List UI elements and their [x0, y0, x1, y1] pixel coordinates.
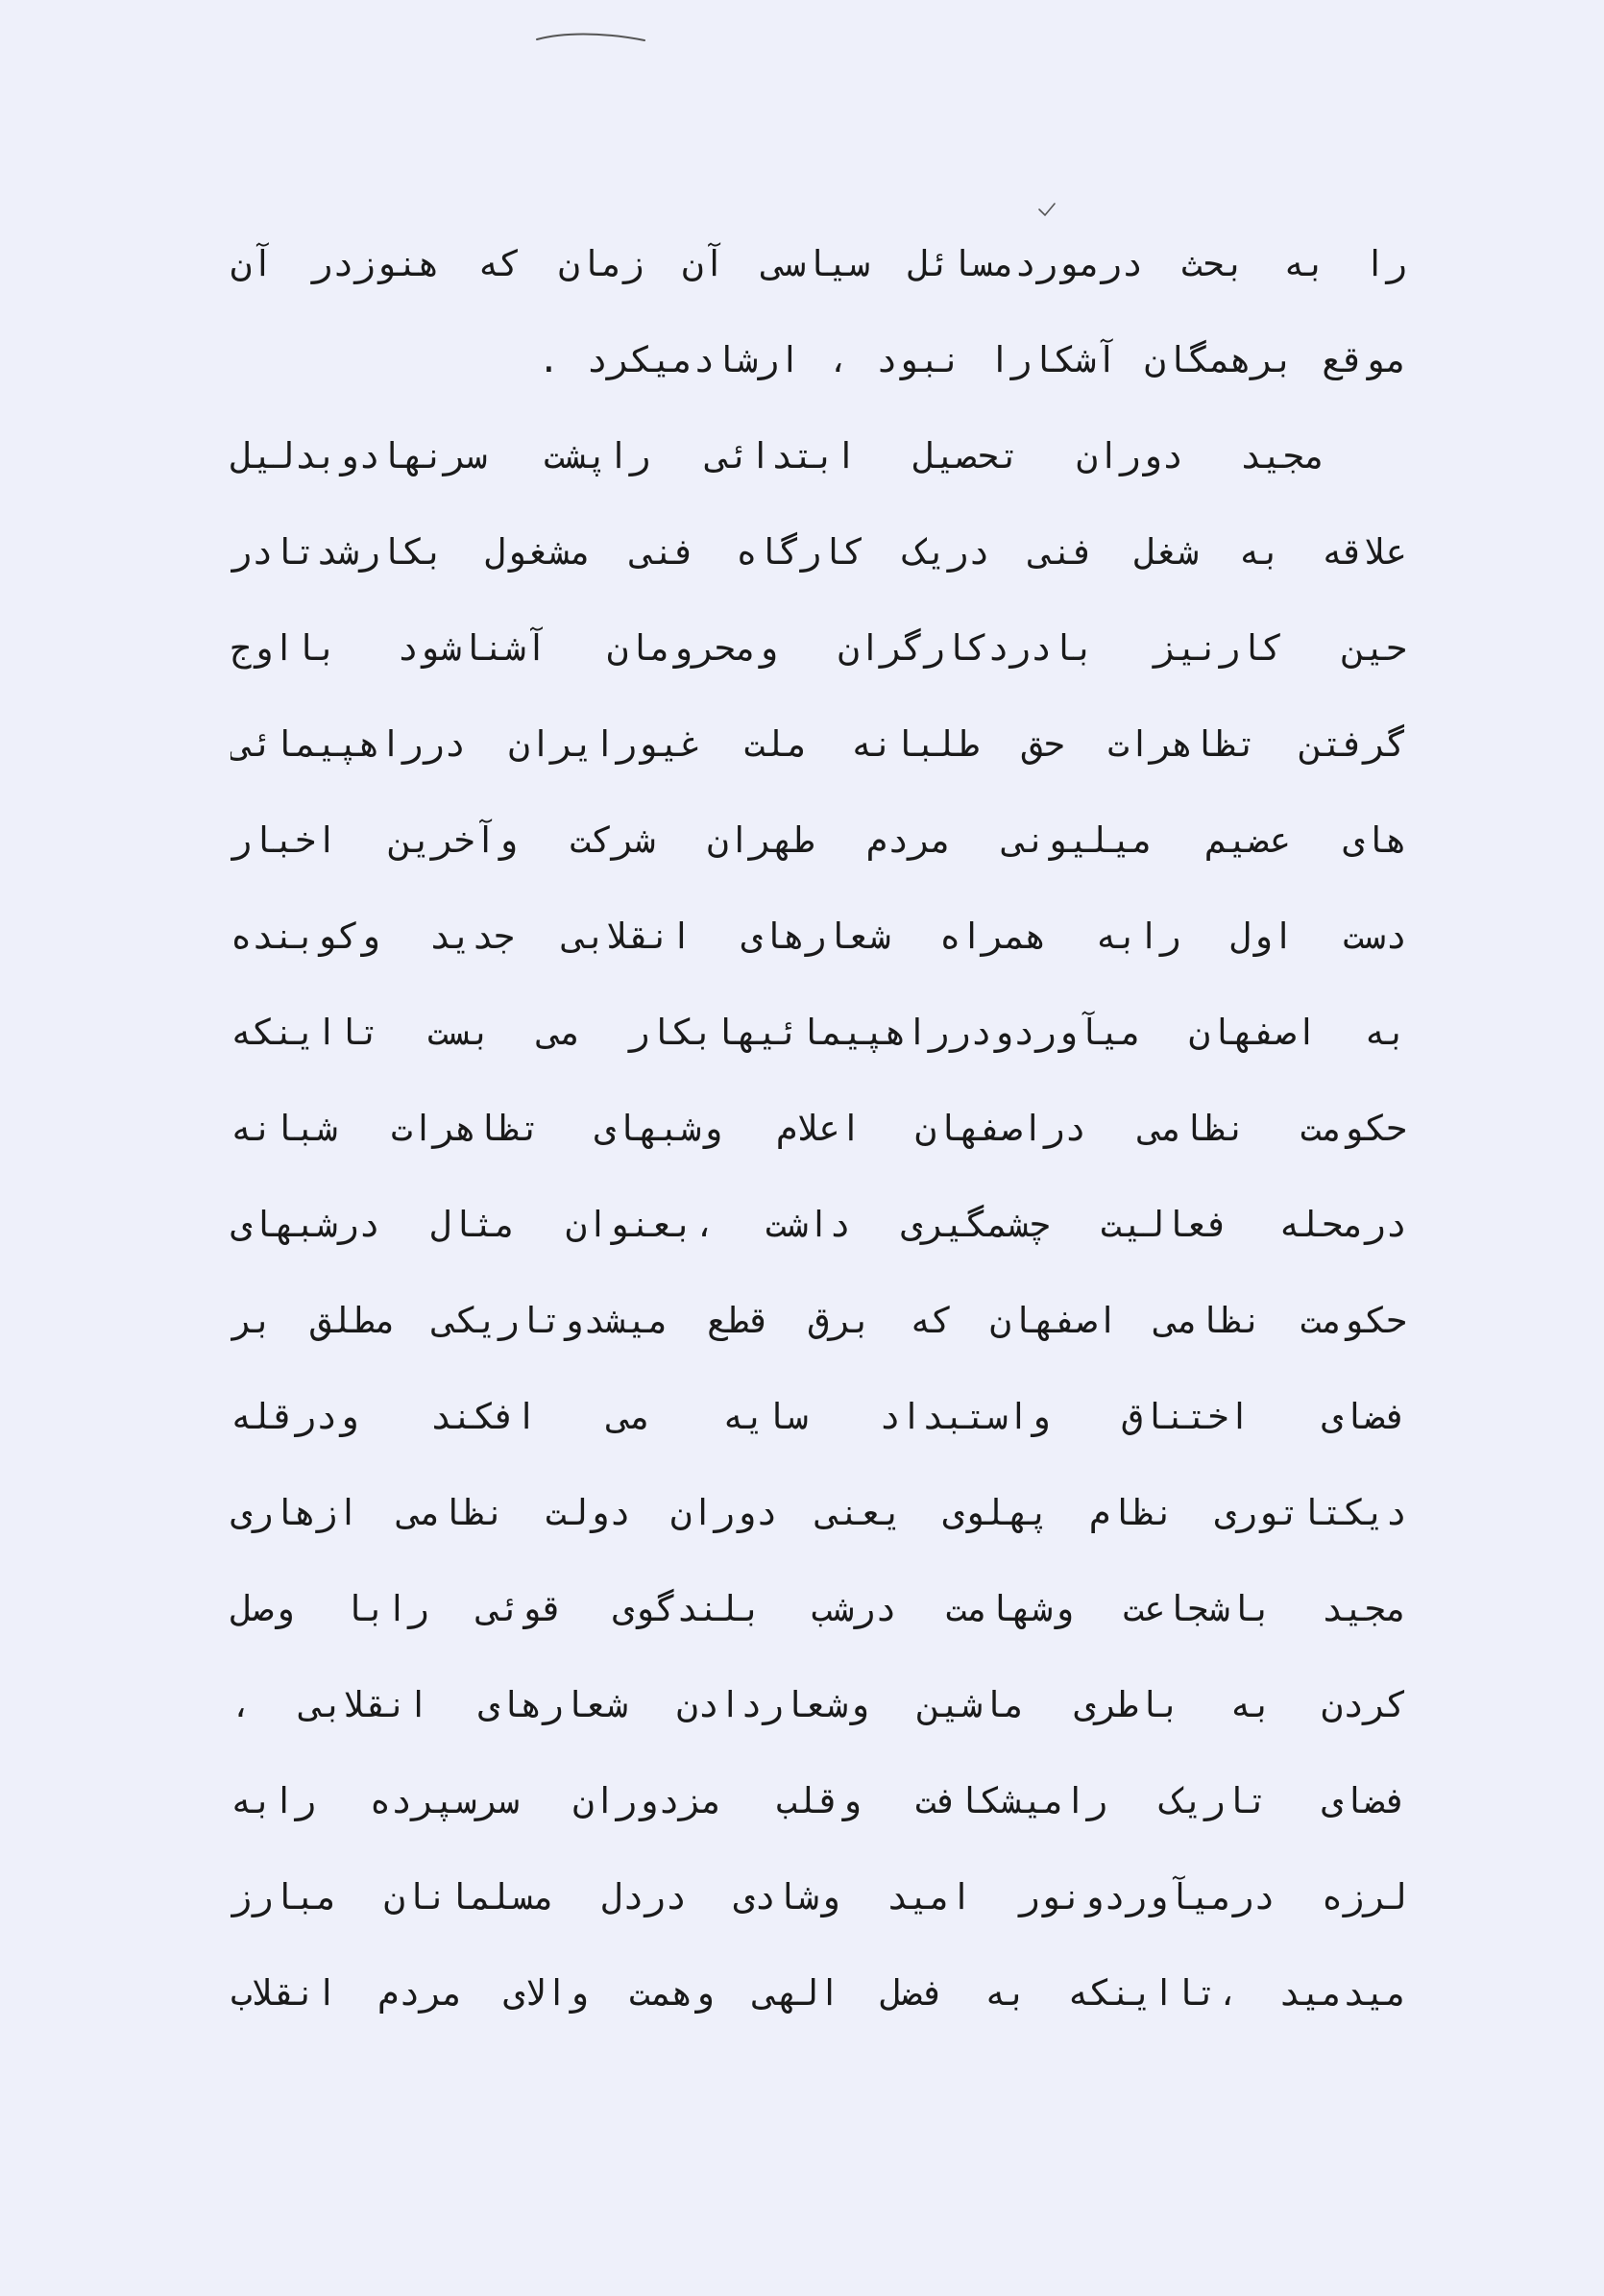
text-line-6: گرفتن تظاهرات حق طلبانه ملت غیورایران درراهپیمائی: [231, 723, 1407, 765]
text-line-11: درمحله فعالیت چشمگیری داشت ،بعنوان مثال درشبهای: [231, 1204, 1407, 1245]
text-line-19: میدمید ،تااینکه به فضل الهی وهمت والای مردم انقلاب: [231, 1972, 1407, 2014]
text-line-9: به اصفهان میآوردودرراهپیمائیهابکار می بست تااینکه: [231, 1012, 1407, 1053]
text-line-3: مجید دوران تحصیل ابتدائی راپشت سرنهادوبدلیل: [231, 435, 1325, 476]
body-text: [231, 231, 1407, 2056]
text-line-2: موقع برهمگان آشکارا نبود ، ارشادمیکرد .: [538, 339, 1407, 380]
text-line-8: دست اول رابه همراه شعارهای انقلابی جدید وکوبنده: [231, 916, 1407, 957]
top-pen-mark: [533, 31, 648, 44]
text-line-4: علاقه به شغل فنی دریک کارگاه فنی مشغول بکارشدتادر: [231, 531, 1407, 573]
text-line-7: های عضیم میلیونی مردم طهران شرکت وآخرین اخبار: [231, 819, 1407, 861]
pen-tick-mark: [1037, 202, 1057, 217]
text-line-14: دیکتاتوری نظام پهلوی یعنی دوران دولت نظامی ازهاری: [231, 1492, 1407, 1533]
text-line-15: مجید باشجاعت وشهامت درشب بلندگوی قوئی رابا وصل: [231, 1588, 1407, 1629]
text-line-18: لرزه درمیآوردونور امید وشادی دردل مسلمانان مبارز: [231, 1876, 1407, 1917]
text-line-16: کردن به باطری ماشین وشعاردادن شعارهای انقلابی ،: [231, 1684, 1407, 1725]
text-line-10: حکومت نظامی دراصفهان اعلام وشبهای تظاهرات شبانه: [231, 1108, 1407, 1149]
text-line-1: را به بحث درموردمسائل سیاسی آن زمان که هنوزدر آن: [231, 243, 1407, 284]
text-line-5: حین کارنیز بادردکارگران ومحرومان آشناشود بااوج: [231, 627, 1407, 669]
text-line-13: فضای اختناق واستبداد سایه می افکند ودرقله: [231, 1396, 1407, 1437]
text-line-17: فضای تاریک رامیشکافت وقلب مزدوران سرسپرده رابه: [231, 1780, 1407, 1821]
text-line-12: حکومت نظامی اصفهان که برق قطع میشدوتاریکی مطلق بر: [231, 1300, 1407, 1341]
